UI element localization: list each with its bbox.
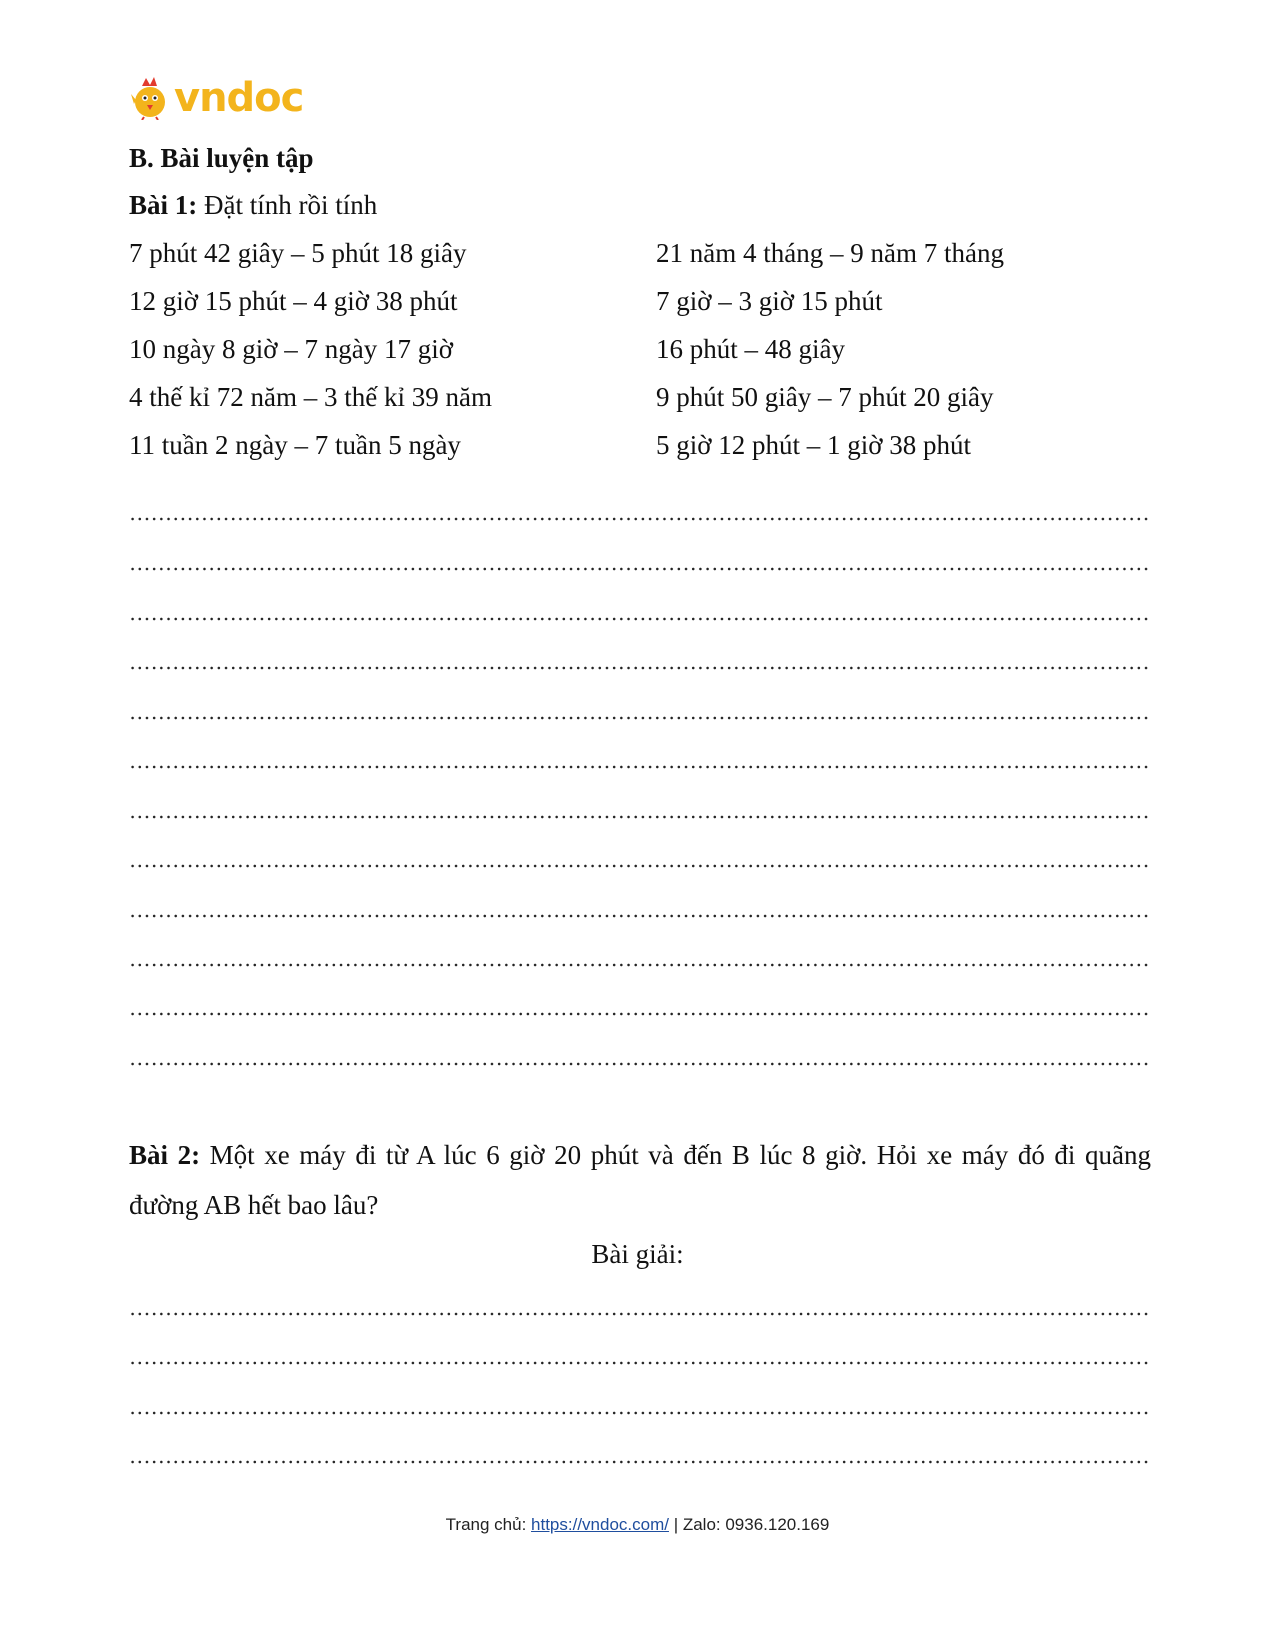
logo-text: vndoc [174, 75, 304, 121]
solution-dotted-line[interactable] [129, 1409, 1151, 1417]
exercise-left-3: 10 ngày 8 giờ – 7 ngày 17 giờ [129, 334, 454, 364]
answer-dotted-line[interactable] [129, 1060, 1151, 1068]
solution-dotted-line[interactable] [129, 1310, 1151, 1318]
chick-mascot-icon [130, 76, 170, 120]
exercise-right-2: 7 giờ – 3 giờ 15 phút [656, 286, 883, 316]
answer-dotted-line[interactable] [129, 813, 1151, 821]
exercise-left-1: 7 phút 42 giây – 5 phút 18 giây [129, 238, 467, 268]
bai1-heading [129, 187, 377, 223]
exercise-right-5: 5 giờ 12 phút – 1 giờ 38 phút [656, 430, 972, 460]
exercise-left-2: 12 giờ 15 phút – 4 giờ 38 phút [129, 286, 458, 316]
answer-dotted-line[interactable] [129, 714, 1151, 722]
page-footer [0, 1515, 1275, 1535]
exercise-right-4: 9 phút 50 giây – 7 phút 20 giây [656, 382, 994, 412]
answer-dotted-line[interactable] [129, 664, 1151, 672]
vndoc-logo[interactable] [130, 74, 303, 122]
solution-dotted-line[interactable] [129, 1359, 1151, 1367]
answer-dotted-line[interactable] [129, 912, 1151, 920]
footer-prefix: Trang chủ: [445, 1515, 532, 1534]
answer-dotted-line[interactable] [129, 763, 1151, 771]
exercise-left-5: 11 tuần 2 ngày – 7 tuần 5 ngày [129, 430, 461, 460]
bai2-problem [129, 1130, 1151, 1230]
exercise-right-1: 21 năm 4 tháng – 9 năm 7 tháng [656, 238, 1004, 268]
exercise-right-3: 16 phút – 48 giây [656, 334, 845, 364]
answer-dotted-line[interactable] [129, 961, 1151, 969]
answer-dotted-line[interactable] [129, 515, 1151, 523]
bai2-text: Một xe máy đi từ A lúc 6 giờ 20 phút và đến B lúc 8 giờ. Hỏi xe máy đó đi quãng đường AB hết bao lâu? [129, 1140, 1151, 1220]
answer-dotted-line[interactable] [129, 565, 1151, 573]
answer-dotted-line[interactable] [129, 615, 1151, 623]
answer-dotted-line[interactable] [129, 1010, 1151, 1018]
section-title: B. Bài luyện tập [129, 143, 314, 173]
exercise-left-4: 4 thế kỉ 72 năm – 3 thế kỉ 39 năm [129, 382, 492, 412]
footer-contact: | Zalo: 0936.120.169 [668, 1515, 830, 1534]
answer-dotted-line[interactable] [129, 862, 1151, 870]
homepage-link[interactable]: https://vndoc.com/ [531, 1515, 669, 1534]
bai2-label: Bài 2: [129, 1140, 201, 1170]
bai1-instruction: Đặt tính rồi tính [197, 190, 378, 220]
solution-label: Bài giải: [591, 1239, 684, 1269]
bai1-label: Bài 1: [129, 190, 198, 220]
solution-dotted-line[interactable] [129, 1458, 1151, 1466]
